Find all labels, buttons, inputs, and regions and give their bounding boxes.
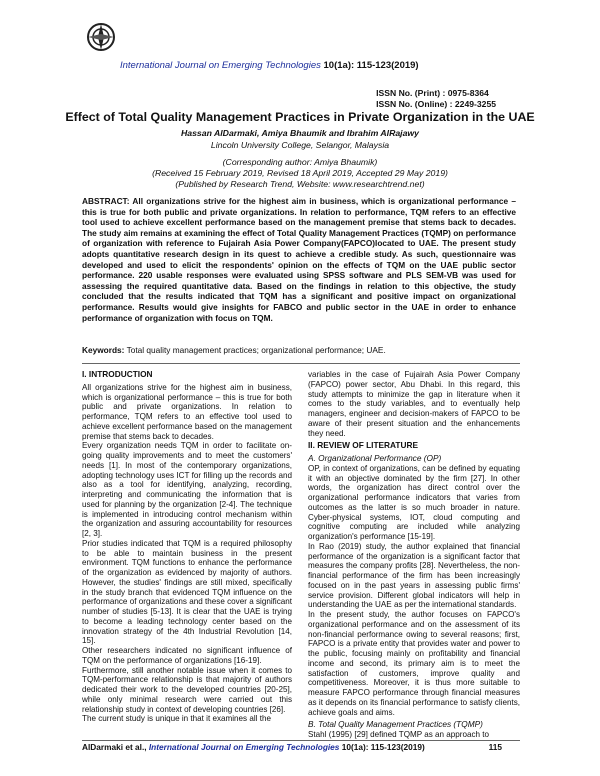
section-divider <box>82 363 520 364</box>
keywords-text: Total quality management practices; organizational performance; UAE. <box>126 345 386 355</box>
paragraph: Every organization needs TQM in order to facilitate on-going quality improvements and to meet the customers' needs [1]. In most of the contemporary organizations, adopting technology uses ICT for filling up the records and also as a tool for identifying, analyzing, recording, interpreting and communicating the information that is used for planning by the organization [2-4]. The technique is implemented in introducing control mechanism within the organization and assuring accountability for resources [2, 3]. <box>82 441 292 538</box>
keywords-label: Keywords: <box>82 345 125 355</box>
paragraph: OP, in context of organizations, can be defined by equating it with an objective dominated by the firm [27]. In other words, the organization has direct control over the organizational performance indicators that varies from outcomes as the latter is so much broader in nature. Cyber-physical systems, IOT, cloud computing and cognitive computing are included while analyzing organization's performance [15-19]. <box>308 463 520 541</box>
issn-online: ISSN No. (Online) : 2249-3255 <box>376 99 496 109</box>
paragraph: Other researchers indicated no significant influence of TQM on the performance of organizations [16-19]. <box>82 646 292 665</box>
article-meta <box>0 157 600 190</box>
subheading-tqm-practices: B. Total Quality Management Practices (TQMP) <box>308 719 483 730</box>
paragraph: Furthermore, still another notable issue when it comes to TQM-performance relationship is that majority of authors dedicated their work to the developed countries [20-25], while only minimal research were carried out this relationship study in context of developing countries [26]. <box>82 665 292 714</box>
paragraph: In the present study, the author focuses on FAPCO's organizational performance and on the assessment of its non-financial performance owing to several reasons; first, FAPCO is a private entity that provides water and power to the public, focusing mainly on profitability and financial income and second, its primary aim is to meet the satisfaction of customers, improve quality and competitiveness. Moreover, it is thus more suitable to measure FAPCO performance through financial measures as it depends on its financial performance to satisfy clients, achieve goals and aims. <box>308 610 520 717</box>
keywords <box>82 345 516 356</box>
issn-print: ISSN No. (Print) : 0975-8364 <box>376 88 489 98</box>
paragraph: Stahl (1995) [29] defined TQMP as an approach to <box>308 730 490 739</box>
footer-journal: International Journal on Emerging Technologies <box>148 742 340 752</box>
article-dates: (Received 15 February 2019, Revised 18 April 2019, Accepted 29 May 2019) <box>152 168 448 178</box>
footer-divider <box>82 740 520 741</box>
journal-name: International Journal on Emerging Technologies <box>120 60 321 71</box>
journal-citation: 10(1a): 115-123(2019) <box>323 60 419 71</box>
issn-block <box>376 88 496 110</box>
footer-citation: 10(1a): 115-123(2019) <box>341 742 425 752</box>
journal-header <box>120 60 419 71</box>
article-title: Effect of Total Quality Management Practices in Private Organization in the UAE <box>65 110 535 124</box>
left-column <box>82 370 292 724</box>
paragraph: All organizations strive for the highest aim in business, which is organizational performance – this is true for both public and private organizations. In relation to performance, TQM refers to an effective tool used to achieve excellent performance based on the management premise that stems back to decades. <box>82 382 292 441</box>
section-heading-introduction: I. INTRODUCTION <box>82 369 153 379</box>
paragraph: In Rao (2019) study, the author explained that financial performance of the organization is a significant factor that measures the company profits [28]. Nevertheless, the non-financial performance of the firm has been increasingly focused on in the past years in assessing public firms' service provision. Different global indicators will help in understanding the UAE as per the international standards. <box>308 541 520 610</box>
article-authors: Hassan AlDarmaki, Amiya Bhaumik and Ibrahim AlRajawy <box>180 128 420 138</box>
page-number: 115 <box>488 742 502 752</box>
section-heading-literature-review: II. REVIEW OF LITERATURE <box>308 440 419 451</box>
corresponding-author: (Corresponding author: Amiya Bhaumik) <box>222 157 378 167</box>
article-affiliation: Lincoln University College, Selangor, Malaysia <box>210 140 390 150</box>
footer-authors: AlDarmaki et al., <box>82 742 147 752</box>
paragraph: Prior studies indicated that TQM is a required philosophy to be able to maintain business in the present environment. TQM functions to enhance the performance of the organization as evidenced by majority of authors. However, the studies' findings are still mixed, specifically in the study branch that evidenced TQM influence on the performance of organizations and these cover a significant number of studies [5-13]. It is clear that the UAE is trying to become a leading technology center based on the innovation strategy of the 4th Industrial Revolution [14, 15]. <box>82 538 292 646</box>
paragraph: The current study is unique in that it examines all the <box>82 714 271 724</box>
publisher-note: (Published by Research Trend, Website: www.researchtrend.net) <box>175 179 425 189</box>
subheading-organizational-performance: A. Organizational Performance (OP) <box>308 453 442 463</box>
journal-logo-icon <box>86 22 116 52</box>
page-footer <box>82 742 520 752</box>
abstract: ABSTRACT: All organizations strive for the highest aim in business, which is organizational performance – this is true for both public and private organizations. In relation to performance, TQM refers to an effective tool used to achieve excellent performance based on the management premise that stems back to decades. The study aim remains at examining the effect of Total Quality Management Practices (TQMP) on performance of organization with reference to Fujairah Asia Power Company(FAPCO)located to UAE. The present study adopts quantitative research design in its quest to achieve a credible study. As such, questionnaire was developed and used to elicit the respondents' opinion on the effects of TQM on the UAE public sector performance. 220 usable responses were evaluated using SPSS software and PLS SEM-VB was used for assessing the required quantitative data. Based on the findings in relation to this objective, the study concluded that the results indicated that TQM has a significant and positive impact on organizational performance. Results would give insights for FABCO and public sector in the UAE in order to enhance performance of organization with focus on TQM. <box>82 196 516 323</box>
paragraph: variables in the case of Fujairah Asia Power Company (FAPCO) power sector, Abu Dhabi. In this regard, this study attempts to minimize the gap in literature when it comes to the study variables, and to eventually help managers, engineer and decision-makers of FAPCO to be aware of their present situation and the enhancements they need. <box>308 370 520 438</box>
right-column <box>308 370 520 740</box>
